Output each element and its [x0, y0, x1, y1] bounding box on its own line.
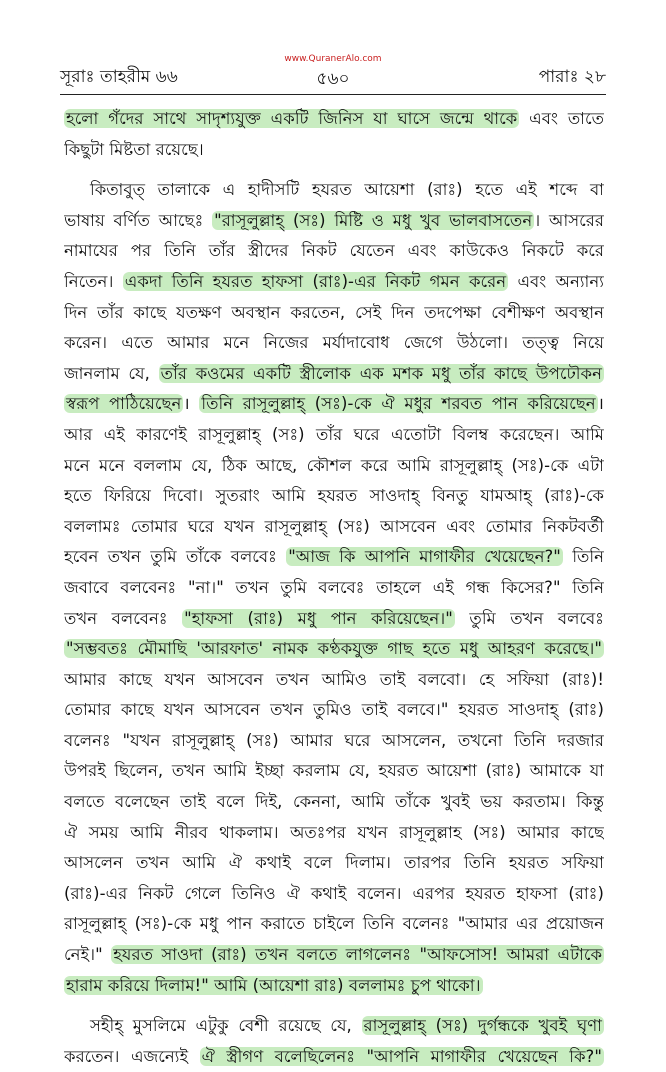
text-segment: বলতে বলেছেন তাই বলে দিই, কেননা, আমি তাঁকে খুবই ভয় করতাম। কিন্তু	[64, 792, 604, 812]
page-header	[0, 0, 666, 96]
paragraph-gap	[64, 1001, 604, 1011]
highlighted-text: "রাসূলুল্লাহ্ (সঃ) মিষ্টি ও মধু খুব ভালবাসতেন	[214, 210, 533, 230]
text-segment: উপরই ছিলেন, তখন আমি ইচ্ছা করলাম যে, হযরত আয়েশা (রাঃ) আমাকে যা	[64, 761, 604, 781]
text-line	[64, 909, 604, 940]
text-segment: জানলাম যে,	[64, 363, 159, 383]
text-segment: আসলেন তখন আমি ঐ কথাই বলে দিলাম। তারপর তিনি হযরত সফিয়া	[64, 853, 604, 873]
text-line	[64, 104, 604, 135]
text-segment: সহীহ্ মুসলিমে এটুকু বেশী রয়েছে যে,	[90, 1016, 362, 1036]
text-segment: এবং অন্যান্য	[508, 271, 604, 291]
text-line	[64, 1011, 604, 1042]
text-segment: রাসূলুল্লাহ্ (সঃ)-কে মধু পান করাতে চাইলে তিনি বলেনঃ "আমার এর প্রয়োজন	[64, 914, 604, 934]
text-line	[64, 135, 604, 166]
text-segment: তিনি	[562, 547, 604, 567]
text-line	[64, 328, 604, 359]
text-segment: দিন তাঁর কাছে যতক্ষণ অবস্থান করতেন, সেই দিন তদপেক্ষা বেশীক্ষণ অবস্থান	[64, 302, 604, 322]
text-segment: করতেন। এজন্যেই	[64, 1046, 200, 1066]
text-line	[64, 542, 604, 573]
text-line	[64, 481, 604, 512]
text-segment: হতে ফিরিয়ে দিবো। সুতরাং আমি হযরত সাওদাহ্ বিনতু যামআহ্ (রাঃ)-কে	[64, 486, 604, 506]
highlighted-text: "আজ কি আপনি মাগাফীর খেয়েছেন?"	[288, 547, 561, 567]
text-segment: কিছুটা মিষ্টতা রয়েছে।	[64, 139, 204, 159]
text-segment: তুমি তখন বলবেঃ	[454, 608, 604, 628]
text-line	[64, 818, 604, 849]
text-line	[64, 1042, 604, 1072]
page-body-text	[64, 104, 604, 1072]
text-segment: ।	[597, 394, 604, 414]
highlighted-text: স্বরূপ পাঠিয়েছেন	[66, 394, 182, 414]
text-line	[64, 695, 604, 726]
highlighted-text: ঐ স্ত্রীগণ বলেছিলেনঃ "আপনি মাগাফীর খেয়েছেন কি?"	[201, 1046, 602, 1066]
text-line	[64, 359, 604, 390]
text-line	[64, 206, 604, 237]
highlighted-text: একদা তিনি হযরত হাফসা (রাঃ)-এর নিকট গমন করেন	[124, 271, 507, 291]
text-line	[64, 726, 604, 757]
header-rule	[60, 94, 606, 95]
text-segment: হবেন তখন তুমি তাঁকে বলবেঃ	[64, 547, 287, 567]
text-segment: এবং তাতে	[519, 109, 604, 128]
text-segment: নামাযের পর তিনি তাঁর স্ত্রীদের নিকট যেতেন এবং কাউকেও নিকটে করে	[64, 241, 604, 261]
text-line	[64, 451, 604, 482]
highlighted-text: হলো গঁদের সাথে সাদৃশ্যযুক্ত একটি জিনিস যা ঘাসে জন্মে থাকে	[66, 109, 518, 128]
highlighted-text: হারাম করিয়ে দিলাম!" আমি (আয়েশা রাঃ) বললামঃ চুপ থাকো।	[66, 975, 481, 995]
text-line	[64, 879, 604, 910]
text-line	[64, 573, 604, 604]
page-number: ৫৬০	[316, 69, 350, 89]
text-line	[64, 389, 604, 420]
text-segment: কিতাবুত্ তালাকে এ হাদীসটি হযরত আয়েশা (রাঃ) হতে এই শব্দে বা	[90, 180, 604, 200]
text-segment: বললামঃ তোমার ঘরে যখন রাসূলুল্লাহ্ (সঃ) আসবেন এবং তোমার নিকটবর্তী	[64, 516, 604, 536]
text-line	[64, 971, 604, 1002]
text-line	[64, 940, 604, 971]
highlighted-text: "হাফসা (রাঃ) মধু পান করিয়েছেন।"	[184, 608, 453, 628]
highlighted-text: তাঁর কওমের একটি স্ত্রীলোক এক মশক মধু তাঁর কাছে উপঢৌকন	[160, 363, 602, 383]
text-segment: ভাষায় বর্ণিত আছেঃ	[64, 210, 213, 230]
text-segment: তখন বলবেনঃ	[64, 608, 183, 628]
text-segment: ।	[183, 394, 200, 414]
text-segment: করেন। এতে আমার মনে নিজের মর্যাদাবোধ জেগে উঠলো। তত্ত্ব নিয়ে	[64, 333, 604, 353]
paragraph-gap	[64, 165, 604, 175]
text-segment: তোমার কাছে যখন আসবেন তখন তুমিও তাই বলবে।" হযরত সাওদাহ্ (রাঃ)	[64, 700, 604, 720]
surah-label: সূরাঃ তাহরীম ৬৬	[60, 67, 178, 87]
text-segment: নেই।"	[64, 945, 112, 965]
text-line	[64, 298, 604, 329]
text-line	[64, 267, 604, 298]
text-line	[64, 848, 604, 879]
para-label: পারাঃ ২৮	[538, 67, 606, 87]
text-segment: ঐ সময় আমি নীরব থাকলাম। অতঃপর যখন রাসূলুল্লাহ (সঃ) আমার কাছে	[64, 822, 604, 842]
text-line	[64, 787, 604, 818]
text-line	[64, 665, 604, 696]
text-line	[64, 512, 604, 543]
text-segment: নিতেন।	[64, 271, 123, 291]
highlighted-text: হযরত সাওদা (রাঃ) তখন বলতে লাগলেনঃ "আফসোস! আমরা এটাকে	[113, 945, 603, 965]
highlighted-text: তিনি রাসূলুল্লাহ্ (সঃ)-কে ঐ মধুর শরবত পান করিয়েছেন	[201, 394, 596, 414]
highlighted-text: "সম্ভবতঃ মৌমাছি 'আরফাত' নামক কণ্ঠকযুক্ত গাছ হতে মধু আহরণ করেছে।"	[66, 639, 602, 659]
text-segment: । আসরের	[534, 210, 604, 230]
text-line	[64, 634, 604, 665]
text-segment: বলেনঃ "যখন রাসূলুল্লাহ্ (সঃ) আমার ঘরে আসলেন, তখনো তিনি দরজার	[64, 730, 604, 750]
text-segment: আর এই কারণেই রাসূলুল্লাহ্ (সঃ) তাঁর ঘরে এতোটা বিলম্ব করেছেন। আমি	[64, 424, 604, 444]
highlighted-text: রাসূলুল্লাহ্ (সঃ) দুর্গন্ধকে খুবই ঘৃণা	[363, 1016, 603, 1036]
text-line	[64, 236, 604, 267]
text-line	[64, 175, 604, 206]
text-line	[64, 420, 604, 451]
text-line	[64, 604, 604, 635]
text-segment: আমার কাছে যখন আসবেন তখন আমিও তাই বলবো। হে সফিয়া (রাঃ)!	[64, 669, 604, 689]
text-segment: (রাঃ)-এর নিকট গেলে তিনিও ঐ কথাই বলেন। এরপর হযরত হাফসা (রাঃ)	[64, 883, 604, 903]
text-segment: মনে মনে বললাম যে, ঠিক আছে, কৌশল করে আমি রাসূলুল্লাহ্ (সঃ)-কে এটা	[64, 455, 604, 475]
website-watermark: www.QuranerAlo.com	[284, 54, 382, 64]
text-segment: জবাবে বলবেনঃ "না।" তখন তুমি বলবেঃ তাহলে এই গন্ধ কিসের?" তিনি	[64, 577, 604, 597]
text-line	[64, 756, 604, 787]
